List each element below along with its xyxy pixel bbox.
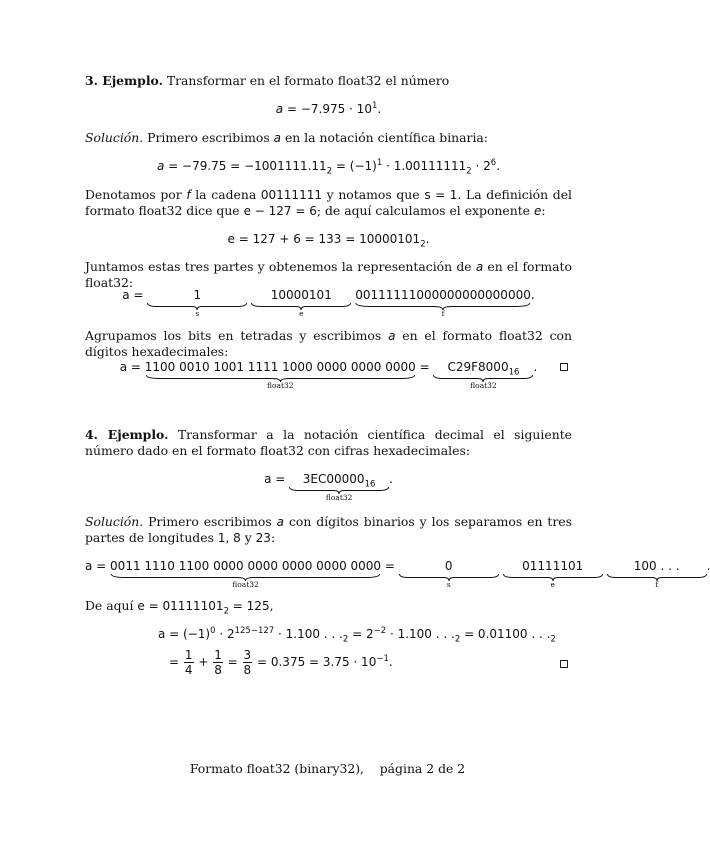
example-4-equation-3: $a = (-1)^0 \cdot 2^{125-127} \cdot 1.100$ . . $._2 = 2^{-2} \cdot 1.100$ . . $._2 = 0.01100$ . . $._2$ <box>158 626 556 645</box>
example-4-paragraph-2: De aquí $e = 01111101_2 = 125$, <box>85 598 274 617</box>
example-3-solution-intro: Solución. Primero escribimos a en la notación científica binaria: <box>85 130 488 145</box>
solution-label: Solución. <box>85 130 144 145</box>
sign-bits-underbrace: 0 s <box>399 558 499 589</box>
sign-bits-underbrace: 1 s <box>147 287 247 318</box>
example-3-equation-4: a = 1 s 10000101 e 00111111000000000000000 f . <box>122 288 535 318</box>
page <box>85 0 680 848</box>
solution-label: Solución. <box>85 514 144 529</box>
example-3-equation-5: a = 1100 0010 1001 1111 1000 0000 0000 0000 float32 = $C29F8000_{16}$ float32 . <box>85 359 572 390</box>
example-3-equation-2: $a = -79.75 = -1001111.11_2 = (-1)^1 \cdot 1.00111111_2 \cdot 2^6$. <box>156 158 501 177</box>
qed-square-icon <box>560 363 568 371</box>
example-4-intro: 4. Ejemplo. Transformar a la notación científica decimal el siguiente número dado en el formato float32 con cifras hexadecimales: <box>85 427 573 458</box>
page-footer: Formato float32 (binary32), página 2 de 2 <box>189 761 466 776</box>
example-4-heading: 4. Ejemplo. <box>85 427 169 442</box>
example-3-paragraph-3: Juntamos estas tres partes y obtenemos la representación de a en el formato float32: <box>85 259 572 290</box>
qed-square-icon <box>560 660 568 668</box>
float32-bits-underbrace: 1100 0010 1001 1111 1000 0000 0000 0000 float32 <box>144 360 416 390</box>
example-3-paragraph-2: Denotamos por f la cadena 00111111 y notamos que s = 1. La definición del formato float32 dice que e − 127 = 6; de aquí calculamos el exponente e: <box>85 187 573 218</box>
example-3-paragraph-4: Agrupamos los bits en tetradas y escribimos a en el formato float32 con dígitos hexadecimales: <box>85 328 572 359</box>
example-3-equation-3: $e = 127 + 6 = 133 = 10000101_2$. <box>227 232 430 250</box>
hex-input-underbrace: $3EC00000_{16}$ float32 <box>289 471 389 502</box>
fraction-bits-underbrace: 00111111000000000000000 f <box>355 288 531 318</box>
exponent-bits-underbrace: 01111101 e <box>503 558 603 589</box>
example-4-solution-intro: Solución. Primero escribimos a con dígitos binarios y los separamos en tres partes de longitudes 1, 8 y 23: <box>85 514 572 545</box>
example-3-intro: 3. Ejemplo. Transformar en el formato float32 el número <box>85 73 450 88</box>
example-4-equation-1: a = $3EC00000_{16}$ float32 . <box>264 472 393 502</box>
exponent-bits-underbrace: 10000101 e <box>251 287 351 318</box>
float32-hex-underbrace: $C29F8000_{16}$ float32 <box>433 359 533 390</box>
example-4-equation-2: a = 0011 1110 1100 0000 0000 0000 0000 0000 float32 = 0 s 01111101 e 100 . . . f <box>85 558 572 589</box>
fraction-bits-underbrace: 100 . . . f <box>607 558 707 589</box>
example-3-equation-1: $a = -7.975 \cdot 10^1$. <box>275 101 382 116</box>
float32-bits-underbrace: 0011 1110 1100 0000 0000 0000 0000 0000 float32 <box>110 559 382 589</box>
example-4-equation-4: = $\frac{1}{4}$ + $\frac{1}{8}$ = $\frac{3}{8}$ = $0.375 = 3.75 \cdot 10^{-1}$. <box>169 648 393 677</box>
example-3-heading: 3. Ejemplo. <box>85 73 163 88</box>
